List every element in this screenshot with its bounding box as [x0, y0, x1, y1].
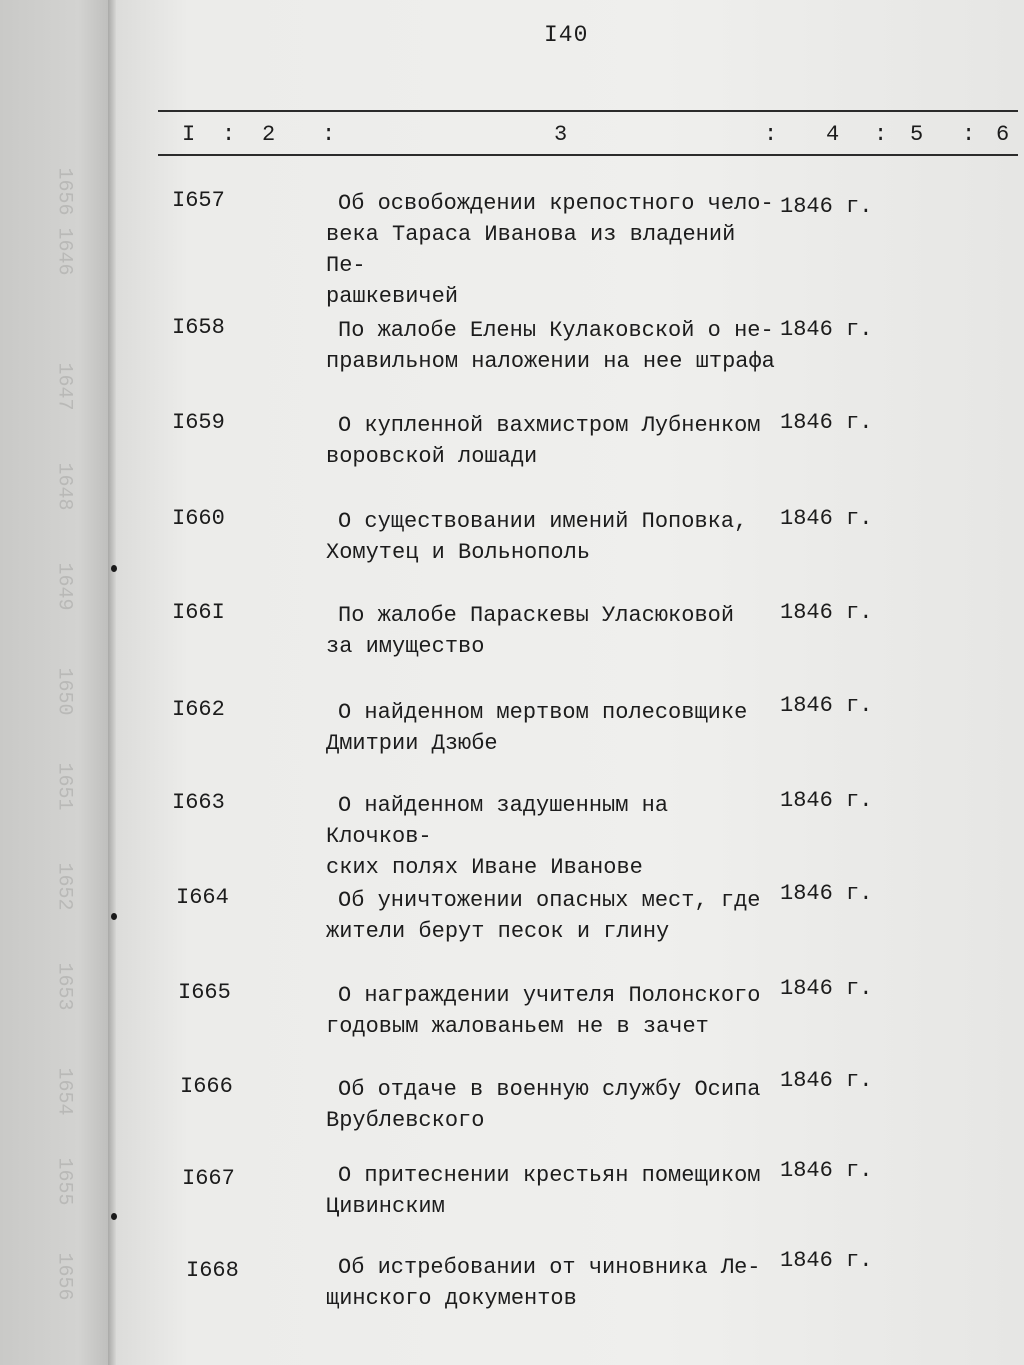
entry-title: О существовании имений Поповка, Хомутец и Вольнополь — [326, 509, 748, 565]
entry-number: I66I — [172, 600, 225, 625]
entry-number: I668 — [186, 1258, 239, 1283]
bleed-through-number: 1649 — [52, 562, 76, 611]
bleed-through-number: 1647 — [52, 362, 76, 411]
entry-title: По жалобе Елены Кулаковской о не- правильном наложении на нее штрафа — [326, 318, 775, 374]
entry-year: 1846 г. — [780, 881, 873, 906]
column-header-1: I — [182, 122, 196, 147]
column-header-4: 4 — [826, 122, 840, 147]
page-number: I40 — [544, 22, 589, 48]
entry-title: Об уничтожении опасных мест, где жители берут песок и глину — [326, 888, 761, 944]
entry-title: Об отдаче в военную службу Осипа Врублевского — [326, 1077, 761, 1133]
bleed-through-number: 1656 — [52, 167, 76, 216]
entry-number: I666 — [180, 1074, 233, 1099]
entry-number: I664 — [176, 885, 229, 910]
bleed-through-number: 1655 — [52, 1157, 76, 1206]
column-separator: : — [222, 122, 236, 147]
entry-year: 1846 г. — [780, 317, 873, 342]
binding-hole-mark — [111, 913, 117, 920]
entry-year: 1846 г. — [780, 1248, 873, 1273]
entry-year: 1846 г. — [780, 194, 873, 219]
bleed-through-number: 1648 — [52, 462, 76, 511]
entry-title: О найденном задушенным на Клочков- ских полях Иване Иванове — [326, 793, 669, 880]
entry-number: I659 — [172, 410, 225, 435]
bleed-through-number: 1650 — [52, 667, 76, 716]
entry-number: I663 — [172, 790, 225, 815]
bleed-through-number: 1652 — [52, 862, 76, 911]
entry-number: I665 — [178, 980, 231, 1005]
bleed-through-number: 1654 — [52, 1067, 76, 1116]
entry-number: I662 — [172, 697, 225, 722]
entry-title: Об освобождении крепостного чело- века Тараса Иванова из владений Пе- рашкевичей — [326, 191, 774, 309]
entry-year: 1846 г. — [780, 1158, 873, 1183]
previous-page-edge — [0, 0, 112, 1365]
column-header-5: 5 — [910, 122, 924, 147]
column-separator: : — [764, 122, 778, 147]
header-bottom-rule — [158, 154, 1018, 156]
column-header-6: 6 — [996, 122, 1010, 147]
header-top-rule — [158, 110, 1018, 112]
entry-title: О притеснении крестьян помещиком Цивинским — [326, 1163, 761, 1219]
column-separator: : — [962, 122, 976, 147]
bleed-through-number: 1656 — [52, 1252, 76, 1301]
entry-year: 1846 г. — [780, 788, 873, 813]
bleed-through-number: 1653 — [52, 962, 76, 1011]
entry-number: I667 — [182, 1166, 235, 1191]
binding-hole-mark — [111, 1213, 117, 1220]
entry-year: 1846 г. — [780, 1068, 873, 1093]
column-header-2: 2 — [262, 122, 276, 147]
column-header-3: 3 — [554, 122, 568, 147]
bleed-through-number: 1646 — [52, 227, 76, 276]
binding-hole-mark — [111, 565, 117, 572]
entry-year: 1846 г. — [780, 410, 873, 435]
column-separator: : — [874, 122, 888, 147]
entry-number: I658 — [172, 315, 225, 340]
entry-number: I657 — [172, 188, 225, 213]
entry-year: 1846 г. — [780, 976, 873, 1001]
entry-year: 1846 г. — [780, 506, 873, 531]
entry-title: О награждении учителя Полонского годовым жалованьем не в зачет — [326, 983, 761, 1039]
entry-title: О купленной вахмистром Лубненком воровской лошади — [326, 413, 761, 469]
entry-number: I660 — [172, 506, 225, 531]
entry-title: По жалобе Параскевы Уласюковой за имущество — [326, 603, 735, 659]
entry-title: Об истребовании от чиновника Ле- щинского документов — [326, 1255, 761, 1311]
entry-title: О найденном мертвом полесовщике Дмитрии Дзюбе — [326, 700, 748, 756]
column-separator: : — [322, 122, 336, 147]
entry-year: 1846 г. — [780, 600, 873, 625]
bleed-through-number: 1651 — [52, 762, 76, 811]
entry-year: 1846 г. — [780, 693, 873, 718]
